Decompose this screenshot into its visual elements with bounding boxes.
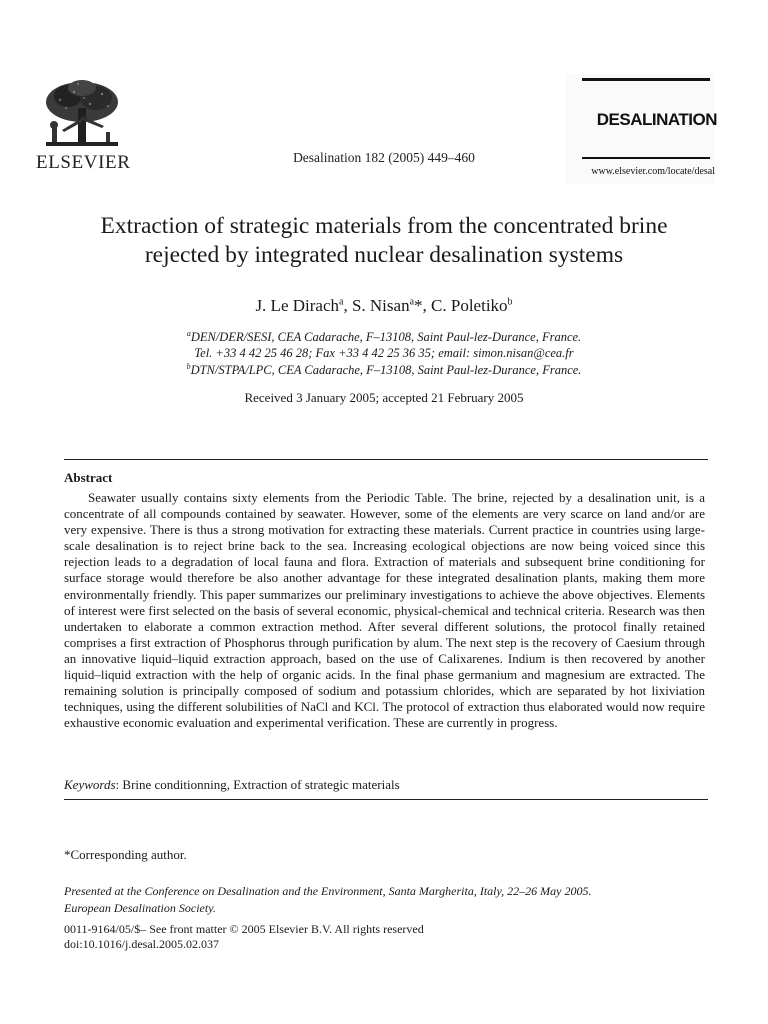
presented-note: Presented at the Conference on Desalination and the Environment, Santa Margherita, Italy, 22–26 May 2005. European Desalination Society. bbox=[64, 884, 592, 915]
masthead-rule-bottom bbox=[582, 157, 710, 159]
journal-url[interactable]: www.elsevier.com/locate/desal bbox=[591, 166, 715, 177]
affiliation-a: $^a$DEN/DER/SESI, CEA Cadarache, F–13108, Saint Paul-lez-Durance, France. bbox=[186, 329, 582, 345]
author-name: S. Nisan bbox=[351, 296, 410, 315]
affiliation-contact: Tel. +33 4 42 25 46 28; Fax +33 4 42 25 36 35; email: simon.nisan@cea.fr bbox=[194, 346, 574, 360]
author-affil-sup: a bbox=[339, 296, 344, 308]
keywords-label: Keywords bbox=[64, 777, 116, 792]
doi-line[interactable]: doi:10.1016/j.desal.2005.02.037 bbox=[64, 937, 219, 951]
divider-top bbox=[64, 459, 708, 460]
elsevier-tree-icon bbox=[38, 78, 126, 154]
keywords-text: : Brine conditionning, Extraction of strategic materials bbox=[115, 777, 400, 792]
author-name: C. Poletiko bbox=[431, 296, 508, 315]
received-dates: Received 3 January 2005; accepted 21 February 2005 bbox=[244, 390, 524, 405]
publisher-name: ELSEVIER bbox=[36, 152, 131, 173]
abstract-heading: Abstract bbox=[64, 470, 113, 485]
abstract-body: Seawater usually contains sixty elements from the Periodic Table. The brine, rejected by a desalination unit, is a concentrate of all compounds contained by seawater. However, some of the elements are very scarce on land and/or are very expensive. There is thus a strong motivation for extracting these materials. Current practice in countries using large-scale desalination is to reject brine back to the sea. Increasing ecological objections are now being voiced since this rejection leads to a degradation of local fauna and flora. Extraction of materials and subsequent brine conditioning for surface storage would therefore be also another advantage for these integrated desalination plants, making them more environmentally friendly. This paper summarizes our preliminary investigations to achieve the above objectives. Elements of interest were first selected on the basis of several economic, physical-chemical and technical criteria. Research was then undertaken to elaborate a common extraction method. After several different solutions, the protocol finally retained comprises a first extraction of Phosphorus through purification by alum. The next step is the recovery of Caesium through an innovative liquid–liquid extraction approach, based on the use of Calixarenes. Indium is then recovered by another liquid–liquid extraction with the help of organic acids. In the final phase germanium and magnesium are extracted. The remaining solution is principally composed of sodium and potassium chlorides, which are separated by hot lixiviation techniques, using the different solubilities of NaCl and KCl. The protocol of extraction thus elaborated would now require exhaustive economic evaluation and experimental verification. These are currently in progress. bbox=[64, 490, 705, 731]
corresponding-author-note: *Corresponding author. bbox=[64, 847, 187, 862]
paper-title bbox=[40, 212, 728, 270]
copyright-line: 0011-9164/05/$– See front matter © 2005 Elsevier B.V. All rights reserved bbox=[64, 922, 424, 936]
masthead-rule-top bbox=[582, 78, 710, 81]
journal-citation: Desalination 182 (2005) 449–460 bbox=[293, 150, 475, 165]
title-line: rejected by integrated nuclear desalination systems bbox=[144, 242, 624, 268]
journal-name: DESALINATION bbox=[596, 110, 717, 129]
author-affil-sup: a bbox=[409, 296, 415, 308]
author-list: J. Le Dirach$^a$, S. Nisan$^a$*, C. Poletiko$^b$ bbox=[255, 296, 513, 315]
keywords bbox=[64, 777, 400, 793]
affiliation-b: $^b$DTN/STPA/LPC, CEA Cadarache, F–13108, Saint Paul-lez-Durance, France. bbox=[186, 362, 582, 378]
title-line: Extraction of strategic materials from the concentrated brine bbox=[100, 213, 668, 239]
divider-bottom bbox=[64, 799, 708, 800]
copyright-block bbox=[64, 922, 704, 952]
author-affil-sup: b bbox=[507, 296, 513, 308]
journal-masthead bbox=[565, 74, 715, 184]
corresponding-mark: * bbox=[414, 296, 423, 315]
author-name: J. Le Dirach bbox=[255, 296, 339, 315]
